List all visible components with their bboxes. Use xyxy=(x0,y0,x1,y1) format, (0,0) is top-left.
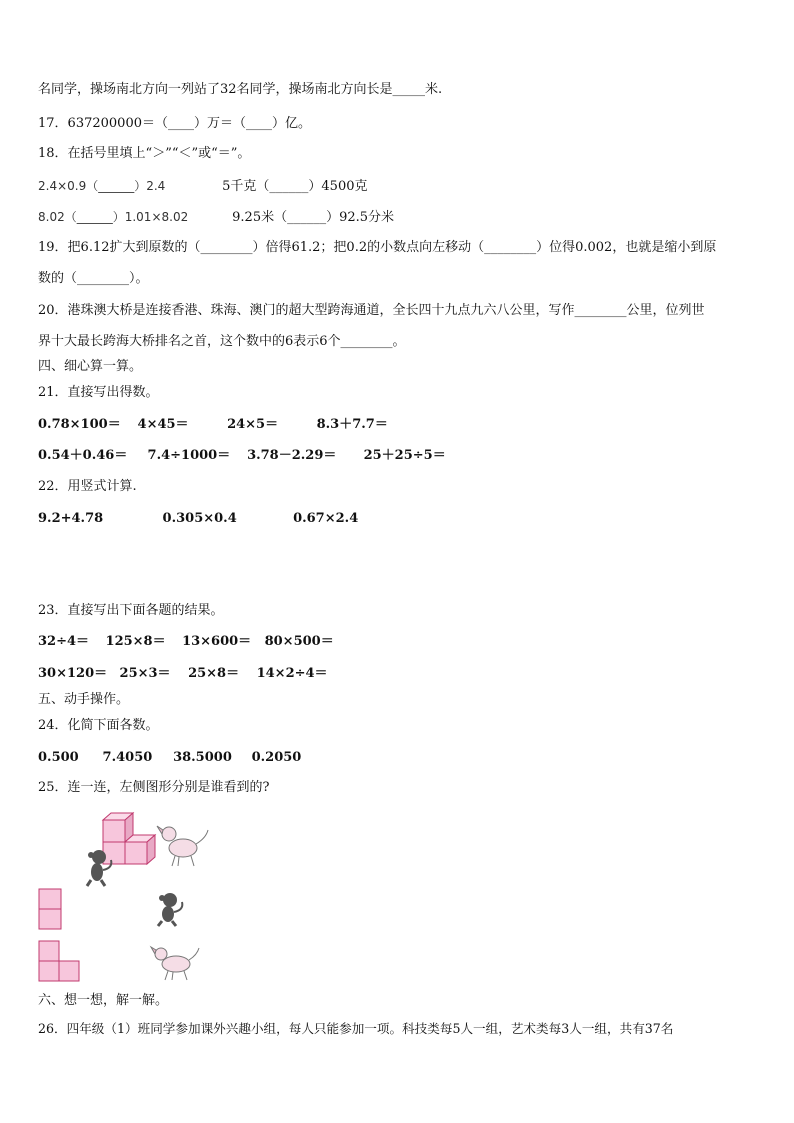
calc-item: 3.78－2.29＝ xyxy=(247,448,337,463)
continued-line: 名同学，操场南北方向一列站了32名同学，操场南北方向长是_____米. xyxy=(38,82,443,97)
question-19-line-1: 19．把6.12扩大到原数的（________）倍得61.2；把0.2的小数点向左移动（________）位得0.002，也就是缩小到原 xyxy=(38,240,717,255)
question-19-line-2: 数的（________）。 xyxy=(38,271,149,286)
number-item: 7.4050 xyxy=(102,750,153,765)
calc-item: 80×500＝ xyxy=(264,634,334,649)
calc-item: 125×8＝ xyxy=(105,634,166,649)
question-23: 23．直接写出下面各题的结果。 xyxy=(38,603,224,618)
vertical-calc-item: 0.67×2.4 xyxy=(293,511,359,526)
question-20-line-2: 界十大最长跨海大桥排名之首，这个数中的6表示6个________。 xyxy=(38,334,406,349)
calc-item: 0.54＋0.46＝ xyxy=(38,448,128,463)
calc-item: 24×5＝ xyxy=(227,417,279,432)
number-item: 38.5000 xyxy=(173,750,232,765)
calc-item: 14×2÷4＝ xyxy=(256,666,328,681)
calc-item: 25×3＝ xyxy=(119,666,171,681)
view-option-l-shape xyxy=(38,940,88,986)
calc-item: 4×45＝ xyxy=(137,417,189,432)
question-21: 21．直接写出得数。 xyxy=(38,385,159,400)
calc-item: 7.4÷1000＝ xyxy=(147,448,231,463)
question-26: 26．四年级（1）班同学参加课外兴趣小组，每人只能参加一项。科技类每5人一组，艺术类每3人一组，共有37名 xyxy=(38,1021,674,1036)
section-6-heading: 六、想一想，解一解。 xyxy=(38,993,169,1008)
question-22-row xyxy=(38,510,358,528)
question-18-row-2 xyxy=(38,208,394,227)
dog-icon xyxy=(157,826,208,866)
cube-stack-figure xyxy=(75,810,215,890)
question-24: 24．化简下面各数。 xyxy=(38,718,159,733)
question-24-row xyxy=(38,749,301,767)
question-22: 22．用竖式计算. xyxy=(38,479,137,494)
view-option-vertical xyxy=(38,888,68,934)
question-23-row-2 xyxy=(38,665,328,683)
monkey-icon xyxy=(150,890,190,928)
calc-item: 30×120＝ xyxy=(38,666,108,681)
section-4-heading: 四、细心算一算。 xyxy=(38,359,143,374)
question-18: 18．在括号里填上“＞”“＜”或“＝”。 xyxy=(38,146,251,161)
question-18-row-1 xyxy=(38,177,368,196)
question-21-row-2 xyxy=(38,447,446,465)
compare-item: 5千克（______）4500克 xyxy=(222,179,368,194)
question-21-row-1 xyxy=(38,416,388,434)
question-17: 17．637200000＝（____）万＝（____）亿。 xyxy=(38,116,311,131)
calc-item: 13×600＝ xyxy=(182,634,252,649)
question-20-line-1: 20．港珠澳大桥是连接香港、珠海、澳门的超大型跨海通道，全长四十九点九六八公里，写作________公里，位列世 xyxy=(38,303,705,318)
calc-item: 0.78×100＝ xyxy=(38,417,121,432)
question-23-row-1 xyxy=(38,633,334,651)
compare-item: 2.4×0.9（______）2.4 xyxy=(38,179,166,193)
section-5-heading: 五、动手操作。 xyxy=(38,692,130,707)
dog-icon xyxy=(148,944,203,982)
calc-item: 8.3＋7.7＝ xyxy=(316,417,388,432)
vertical-calc-item: 0.305×0.4 xyxy=(162,511,237,526)
vertical-calc-item: 9.2+4.78 xyxy=(38,511,104,526)
calc-item: 25＋25÷5＝ xyxy=(363,448,446,463)
number-item: 0.2050 xyxy=(251,750,302,765)
question-25: 25．连一连，左侧图形分别是谁看到的? xyxy=(38,780,270,795)
number-item: 0.500 xyxy=(38,750,79,765)
compare-item: 8.02（______）1.01×8.02 xyxy=(38,210,189,224)
compare-item: 9.25米（______）92.5分米 xyxy=(232,210,395,225)
calc-item: 25×8＝ xyxy=(188,666,240,681)
calc-item: 32÷4＝ xyxy=(38,634,90,649)
